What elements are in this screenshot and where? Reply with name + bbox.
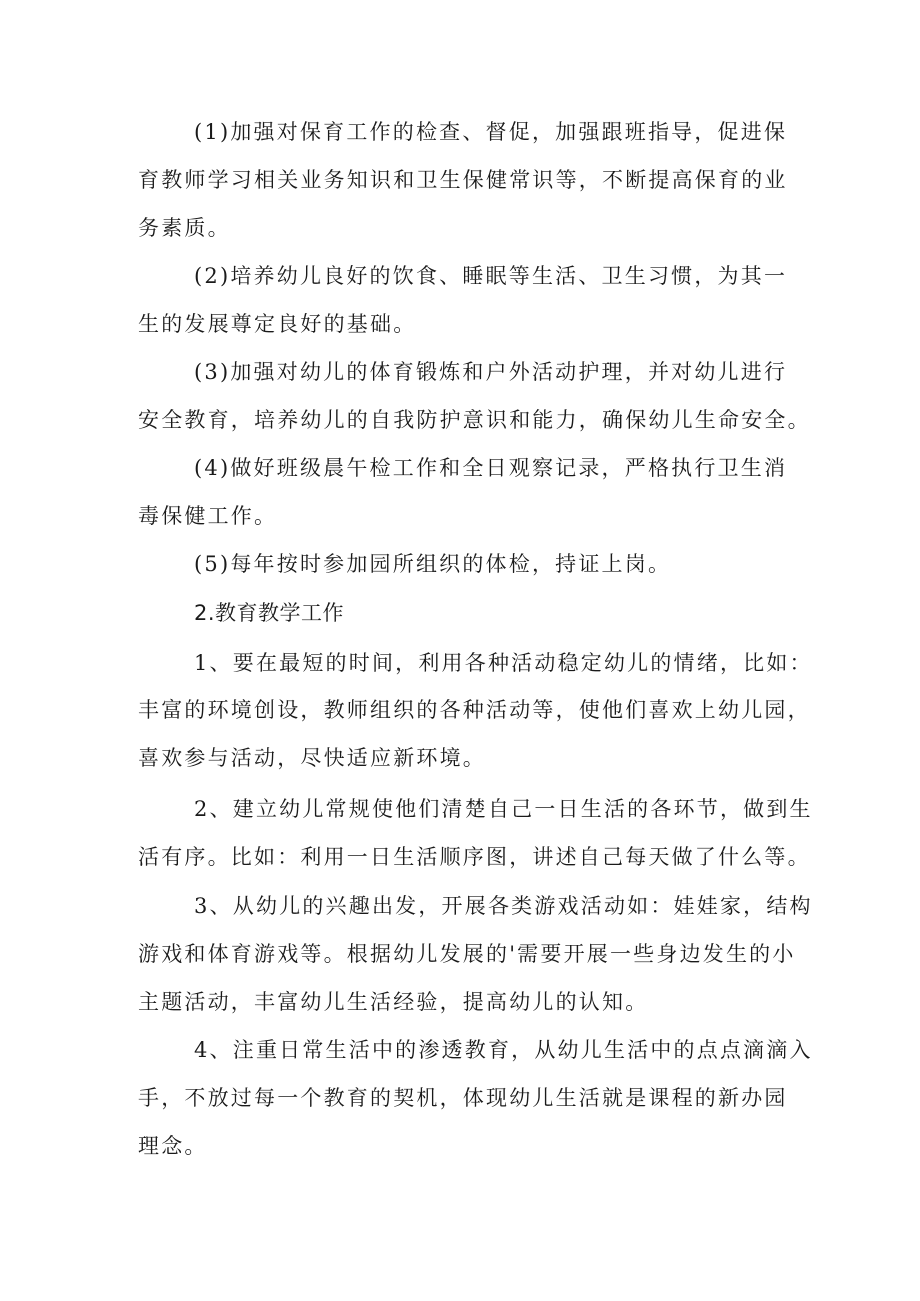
item-4-line-3: 理念。 bbox=[138, 1134, 208, 1158]
item-2-line-1: 2、建立幼儿常规使他们清楚自己一日生活的各环节，做到生 bbox=[194, 797, 813, 821]
paragraph-5-line-1: (5)每年按时参加园所组织的体检，持证上岗。 bbox=[194, 552, 672, 576]
paragraph-3-line-1: (3)加强对幼儿的体育锻炼和户外活动护理，并对幼儿进行 bbox=[194, 360, 788, 384]
paragraph-1-line-2: 育教师学习相关业务知识和卫生保健常识等，不断提高保育的业 bbox=[138, 168, 788, 192]
paragraph-2-line-1: (2)培养幼儿良好的饮食、睡眠等生活、卫生习惯，为其一 bbox=[194, 264, 788, 288]
item-4-line-2: 手，不放过每一个教育的契机，体现幼儿生活就是课程的新办园 bbox=[138, 1086, 788, 1110]
paragraph-2-line-2: 生的发展尊定良好的基础。 bbox=[138, 312, 417, 336]
item-2-line-2: 活有序。比如：利用一日生活顺序图，讲述自己每天做了什么等。 bbox=[138, 845, 811, 869]
item-4-line-1: 4、注重日常生活中的渗透教育，从幼儿生活中的点点滴滴入 bbox=[194, 1038, 813, 1062]
paragraph-1-line-1: (1)加强对保育工作的检查、督促，加强跟班指导，促进保 bbox=[194, 120, 788, 144]
item-3-line-2: 游戏和体育游戏等。根据幼儿发展的'需要开展一些身边发生的小 bbox=[138, 942, 796, 966]
paragraph-3-line-2: 安全教育，培养幼儿的自我防护意识和能力，确保幼儿生命安全。 bbox=[138, 408, 811, 432]
item-3-line-1: 3、从幼儿的兴趣出发，开展各类游戏活动如：娃娃家，结构 bbox=[194, 894, 813, 918]
item-1-line-3: 喜欢参与活动，尽快适应新环境。 bbox=[138, 746, 486, 770]
paragraph-1-line-3: 务素质。 bbox=[138, 216, 231, 240]
paragraph-4-line-2: 毒保健工作。 bbox=[138, 504, 278, 528]
item-3-line-3: 主题活动，丰富幼儿生活经验，提高幼儿的认知。 bbox=[138, 990, 649, 1014]
item-1-line-1: 1、要在最短的时间，利用各种活动稳定幼儿的情绪，比如： bbox=[194, 651, 813, 675]
item-1-line-2: 丰富的环境创设，教师组织的各种活动等，使他们喜欢上幼儿园， bbox=[138, 698, 811, 722]
section-heading: 2.教育教学工作 bbox=[194, 601, 345, 625]
paragraph-4-line-1: (4)做好班级晨午检工作和全日观察记录，严格执行卫生消 bbox=[194, 456, 788, 480]
